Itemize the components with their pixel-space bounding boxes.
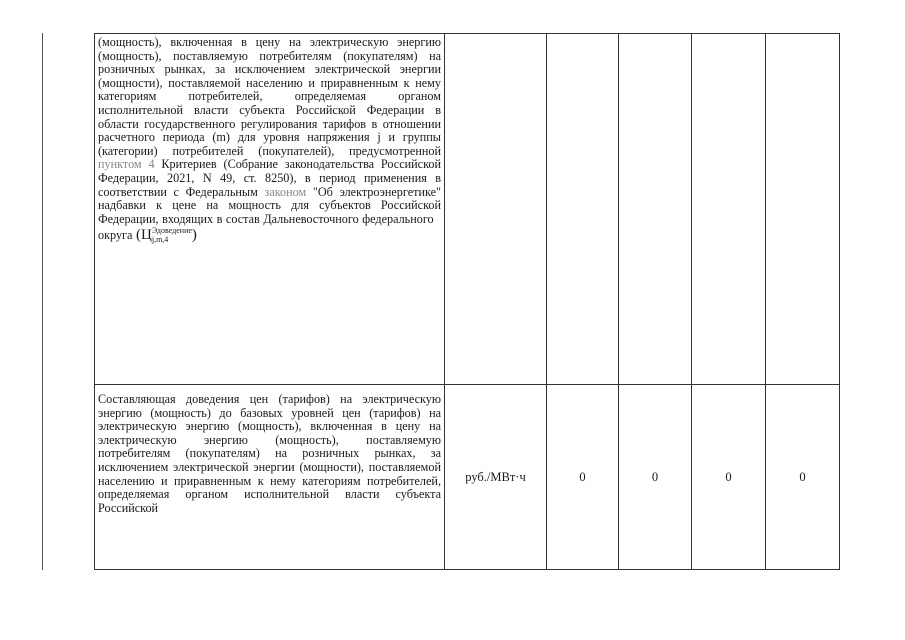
formula-sub: j,m,4 [151,235,169,245]
row2-value-cell: 0 [619,385,692,570]
row1-value-cell [766,34,840,385]
row2-description-cell [95,385,445,570]
page-margin-line [42,33,43,570]
row1-unit-cell [445,34,547,385]
link-punkt-4[interactable]: пунктом 4 [98,157,155,172]
row1-value-cell [619,34,692,385]
tariff-table [94,33,840,570]
table-row [95,34,840,385]
row1-description [95,34,444,246]
row1-text-part1: (мощность), включенная в цену на электрическую энергию (мощность), поставляемую потребителям (покупателям) на розничных рынках, за исключением электрической энергии (мощности), поставляемой населению и приравненным к нему категориям потребителей, определяемая органом исполнительной власти субъекта Российской Федерации в области государственного регулирования тарифов в отношении расчетного периода (m) для уровня напряжения j и группы (категории) потребителей (покупателей), предусмотренной [98,35,441,158]
row1-description-cell [95,34,445,385]
row1-value-cell [692,34,766,385]
row2-value-cell: 0 [547,385,619,570]
formula-sup: Эдоведение [151,226,192,236]
row1-formula-line: округа ( Ц Эдоведение j,m,4 ) [98,226,197,245]
row1-value-cell [547,34,619,385]
row2-value-cell: 0 [766,385,840,570]
formula-indices [152,226,192,244]
table-row [95,385,840,570]
row1-text-part3: "Об электроэнергетике" надбавки к цене на мощность для субъектов Российской Федерации, входящих в состав Дальневосточного федерального [98,184,441,226]
row1-text-part2: Критериев (Собрание законодательства Российской Федерации, 2021, N 49, ст. 8250), в период применения в соответствии с Федеральным [98,157,441,199]
link-zakon[interactable]: законом [264,184,307,199]
row2-unit-cell: руб./МВт·ч [445,385,547,570]
row2-description: Составляющая доведения цен (тарифов) на электрическую энергию (мощность) до базовых уровней цен (тарифов) на электрическую энергию (мощность), включенная в цену на электрическую энергию (мощность), поставляемую потребителям (покупателям) на розничных рынках, за исключением электрической энергии (мощности), поставляемой населению и приравненным к нему категориям потребителей, определяемая органом исполнительной власти субъекта Российской [98,392,441,515]
formula-base: Ц [141,226,152,243]
row1-last-word: округа [98,227,133,242]
row2-value-cell: 0 [692,385,766,570]
